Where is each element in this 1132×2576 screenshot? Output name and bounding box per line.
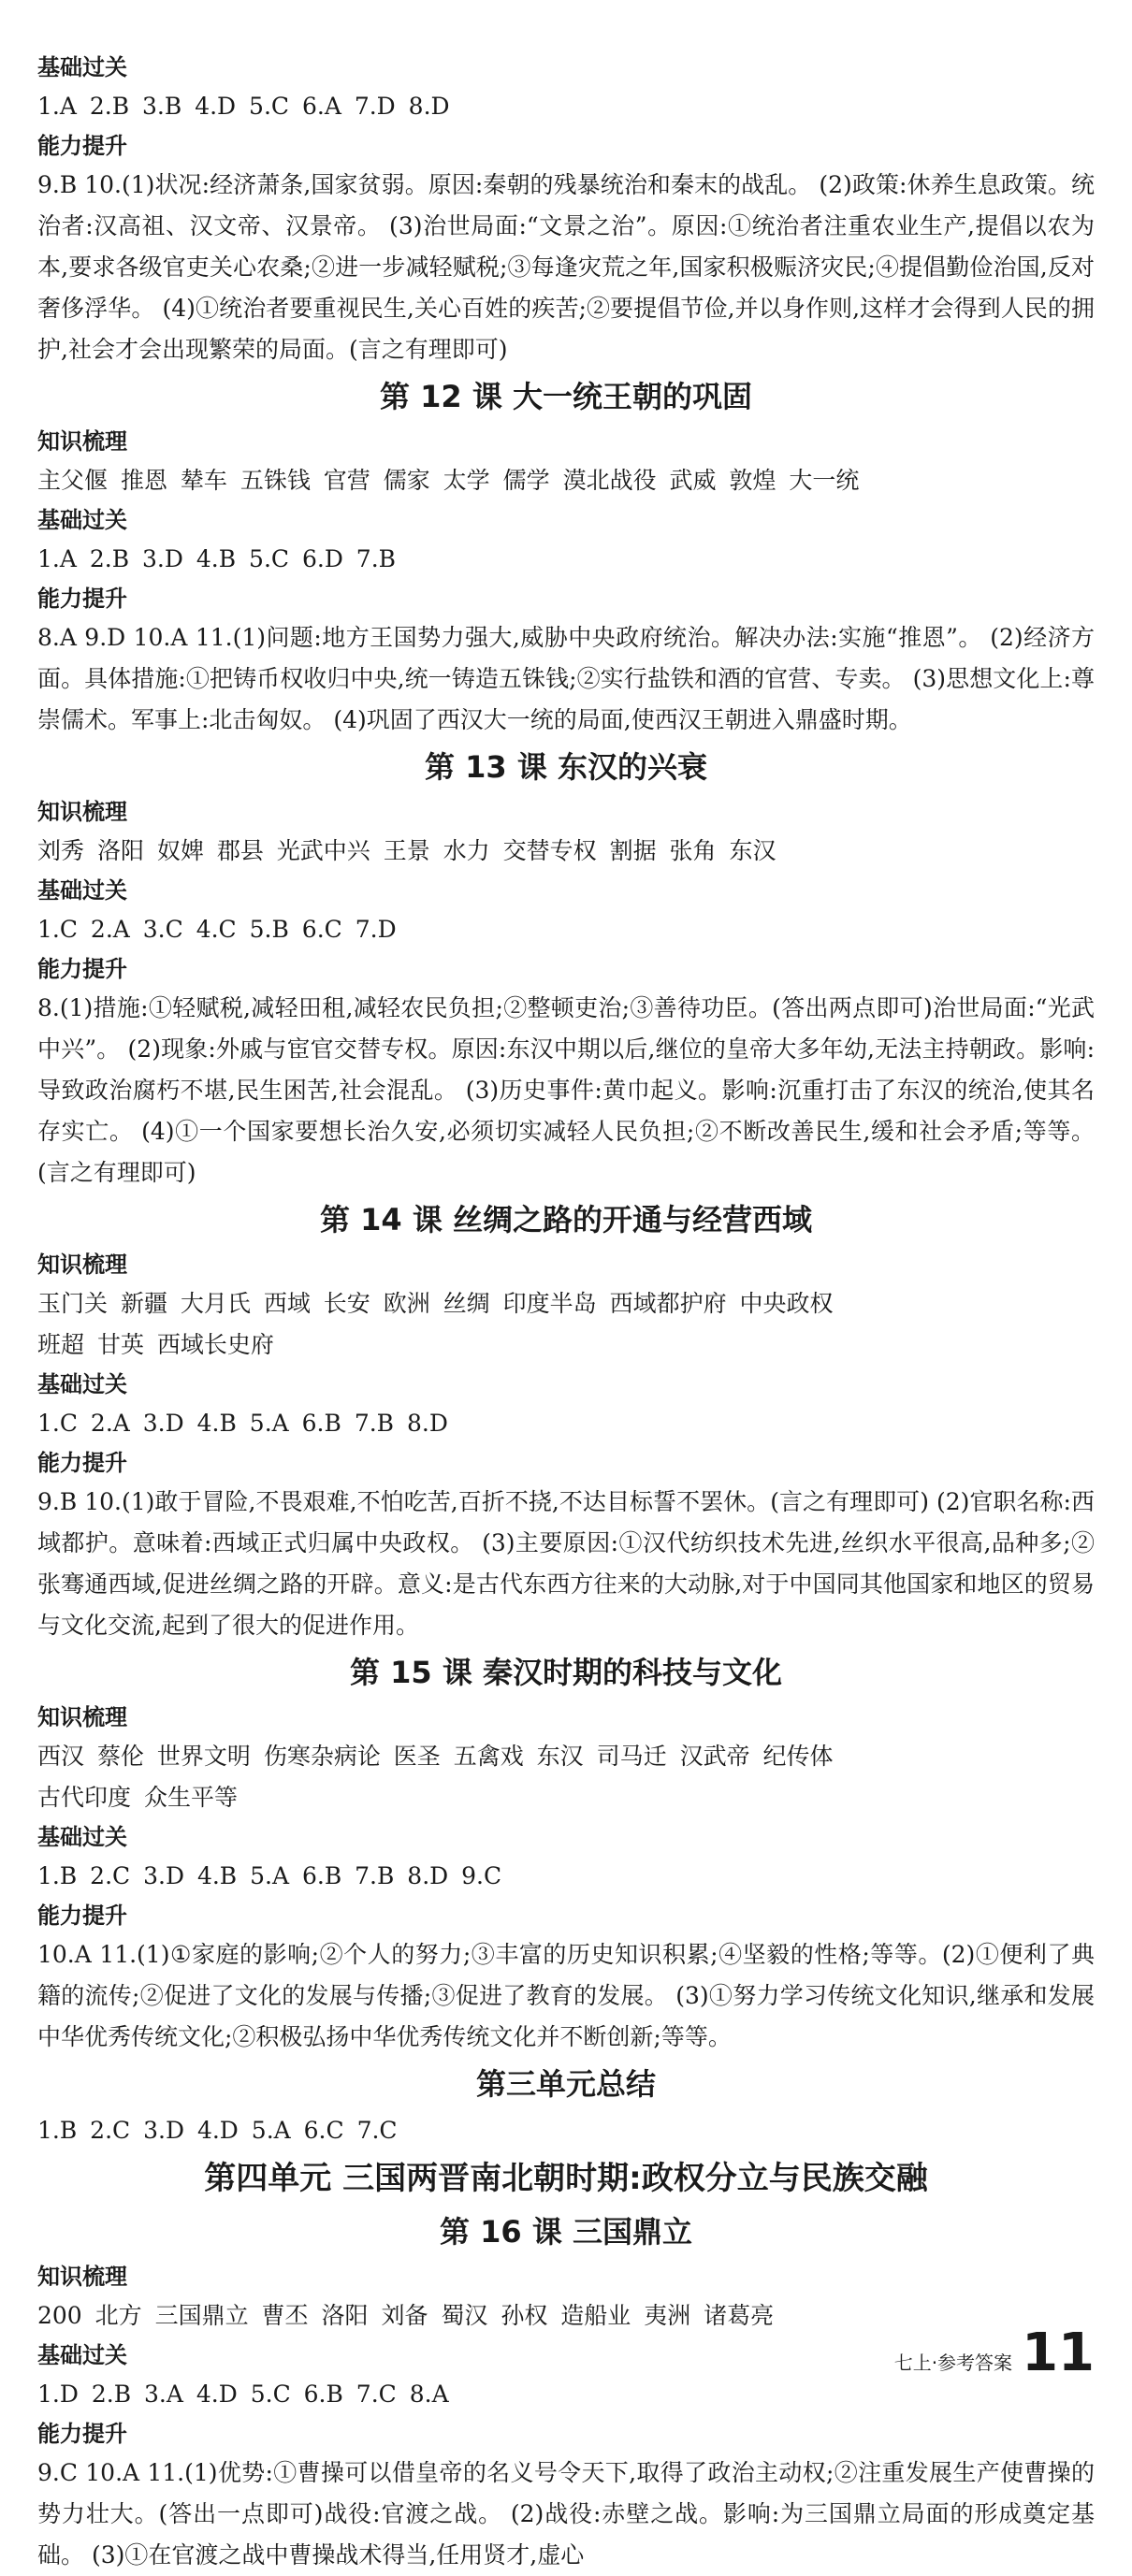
answer-paragraph: 9.C 10.A 11.(1)优势:①曹操可以借皇帝的名义号令天下,取得了政治主动权;②注重发展生产使曹操的势力壮大。(答出一点即可)战役:官渡之战。 (2)战役:赤壁之战。影响:为三国鼎立局面的形成奠定基础。 (3)①在官渡之战中曹操战术得当,任用贤才,虚心 bbox=[37, 2459, 1095, 2569]
section-heading: 基础过关 bbox=[37, 54, 127, 80]
answer-row: 主父偃 推恩 辇车 五铢钱 官营 儒家 太学 儒学 漠北战役 武威 敦煌 大一统 bbox=[37, 467, 860, 494]
section-heading: 能力提升 bbox=[37, 956, 127, 982]
answer-row: 古代印度 众生平等 bbox=[37, 1784, 238, 1811]
section-heading: 能力提升 bbox=[37, 1450, 127, 1476]
answer-paragraph: 9.B 10.(1)状况:经济萧条,国家贫弱。原因:秦朝的残暴统治和秦末的战乱。 (2)政策:休养生息政策。统治者:汉高祖、汉文帝、汉景帝。 (3)治世局面:“文景之治”。原因:①统治者注重农业生产,提倡以农为本,要求各级官吏关心农桑;②进一步减轻赋税;③每逢灾荒之年,国家积极赈济灾民;④提倡勤俭治国,反对奢侈浮华。 (4)①统治者要重视民生,关心百姓的疾苦;②要提倡节俭,并以身作则,这样才会得到人民的拥护,社会才会出现繁荣的局面。(言之有理即可) bbox=[37, 171, 1095, 363]
answer-row: 1.D 2.B 3.A 4.D 5.C 6.B 7.C 8.A bbox=[37, 2381, 449, 2408]
section-heading: 基础过关 bbox=[37, 1371, 127, 1397]
section-heading: 能力提升 bbox=[37, 133, 127, 159]
section-heading: 基础过关 bbox=[37, 1824, 127, 1850]
section-heading: 能力提升 bbox=[37, 2421, 127, 2447]
answer-row: 班超 甘英 西域长史府 bbox=[37, 1331, 274, 1358]
answer-page bbox=[37, 49, 1095, 2576]
section-heading: 知识梳理 bbox=[37, 1704, 127, 1730]
answer-row: 刘秀 洛阳 奴婢 郡县 光武中兴 王景 水力 交替专权 割据 张角 东汉 bbox=[37, 837, 776, 864]
answer-paragraph: 10.A 11.(1)①家庭的影响;②个人的努力;③丰富的历史知识积累;④坚毅的性格;等等。(2)①便利了典籍的流传;②促进了文化的发展与传播;③促进了教育的发展。 (3)①努力学习传统文化知识,继承和发展中华优秀传统文化;②积极弘扬中华优秀传统文化并不断创新;等等。 bbox=[37, 1941, 1095, 2050]
answer-row: 1.C 2.A 3.D 4.B 5.A 6.B 7.B 8.D bbox=[37, 1410, 448, 1437]
lesson-title: 第 13 课 东汉的兴衰 bbox=[425, 749, 707, 785]
section-heading: 知识梳理 bbox=[37, 1252, 127, 1278]
lesson-title: 第三单元总结 bbox=[475, 2066, 656, 2102]
section-heading: 基础过关 bbox=[37, 2342, 127, 2368]
page-footer bbox=[893, 2323, 1095, 2383]
answer-row: 西汉 蔡伦 世界文明 伤寒杂病论 医圣 五禽戏 东汉 司马迁 汉武帝 纪传体 bbox=[37, 1743, 834, 1770]
lesson-title: 第 15 课 秦汉时期的科技与文化 bbox=[350, 1655, 782, 1690]
lesson-title: 第 12 课 大一统王朝的巩固 bbox=[380, 379, 752, 414]
answer-row: 1.B 2.C 3.D 4.D 5.A 6.C 7.C bbox=[37, 2117, 398, 2144]
section-heading: 知识梳理 bbox=[37, 428, 127, 455]
footer-label: 七上·参考答案 bbox=[893, 2352, 1013, 2374]
answer-paragraph: 9.B 10.(1)敢于冒险,不畏艰难,不怕吃苦,百折不挠,不达目标誓不罢休。(言之有理即可) (2)官职名称:西域都护。意味着:西域正式归属中央政权。 (3)主要原因:①汉代纺织技术先进,丝织水平很高,品种多;②张骞通西域,促进丝绸之路的开辟。意义:是古代东西方往来的大动脉,对于中国同其他国家和地区的贸易与文化交流,起到了很大的促进作用。 bbox=[37, 1488, 1095, 1639]
section-heading: 基础过关 bbox=[37, 507, 127, 533]
answer-row: 200 北方 三国鼎立 曹丕 洛阳 刘备 蜀汉 孙权 造船业 夷洲 诸葛亮 bbox=[37, 2302, 775, 2329]
answer-row: 玉门关 新疆 大月氏 西域 长安 欧洲 丝绸 印度半岛 西域都护府 中央政权 bbox=[37, 1290, 834, 1317]
answer-paragraph: 8.(1)措施:①轻赋税,减轻田租,减轻农民负担;②整顿吏治;③善待功臣。(答出两点即可)治世局面:“光武中兴”。 (2)现象:外戚与宦官交替专权。原因:东汉中期以后,继位的皇帝大多年幼,无法主持朝政。影响:导致政治腐朽不堪,民生困苦,社会混乱。 (3)历史事件:黄巾起义。影响:沉重打击了东汉的统治,使其名存实亡。 (4)①一个国家要想长治久安,必须切实减轻人民负担;②不断改善民生,缓和社会矛盾;等等。(言之有理即可) bbox=[37, 994, 1095, 1186]
section-heading: 知识梳理 bbox=[37, 799, 127, 825]
section-heading: 基础过关 bbox=[37, 877, 127, 904]
lesson-title: 第 14 课 丝绸之路的开通与经营西域 bbox=[320, 1202, 812, 1237]
unit-title: 第四单元 三国两晋南北朝时期:政权分立与民族交融 bbox=[204, 2160, 928, 2197]
answer-row: 1.B 2.C 3.D 4.B 5.A 6.B 7.B 8.D 9.C bbox=[37, 1862, 502, 1889]
page-number: 11 bbox=[1022, 2323, 1095, 2383]
section-heading: 能力提升 bbox=[37, 1903, 127, 1929]
answer-row: 1.C 2.A 3.C 4.C 5.B 6.C 7.D bbox=[37, 916, 397, 943]
section-heading: 知识梳理 bbox=[37, 2264, 127, 2290]
answer-row: 1.A 2.B 3.D 4.B 5.C 6.D 7.B bbox=[37, 545, 397, 572]
section-heading: 能力提升 bbox=[37, 586, 127, 612]
answer-paragraph: 8.A 9.D 10.A 11.(1)问题:地方王国势力强大,威胁中央政府统治。解决办法:实施“推恩”。 (2)经济方面。具体措施:①把铸币权收归中央,统一铸造五铢钱;②实行盐铁和酒的官营、专卖。 (3)思想文化上:尊崇儒术。军事上:北击匈奴。 (4)巩固了西汉大一统的局面,使西汉王朝进入鼎盛时期。 bbox=[37, 624, 1095, 733]
lesson-title: 第 16 课 三国鼎立 bbox=[440, 2214, 692, 2250]
answer-row: 1.A 2.B 3.B 4.D 5.C 6.A 7.D 8.D bbox=[37, 93, 450, 120]
